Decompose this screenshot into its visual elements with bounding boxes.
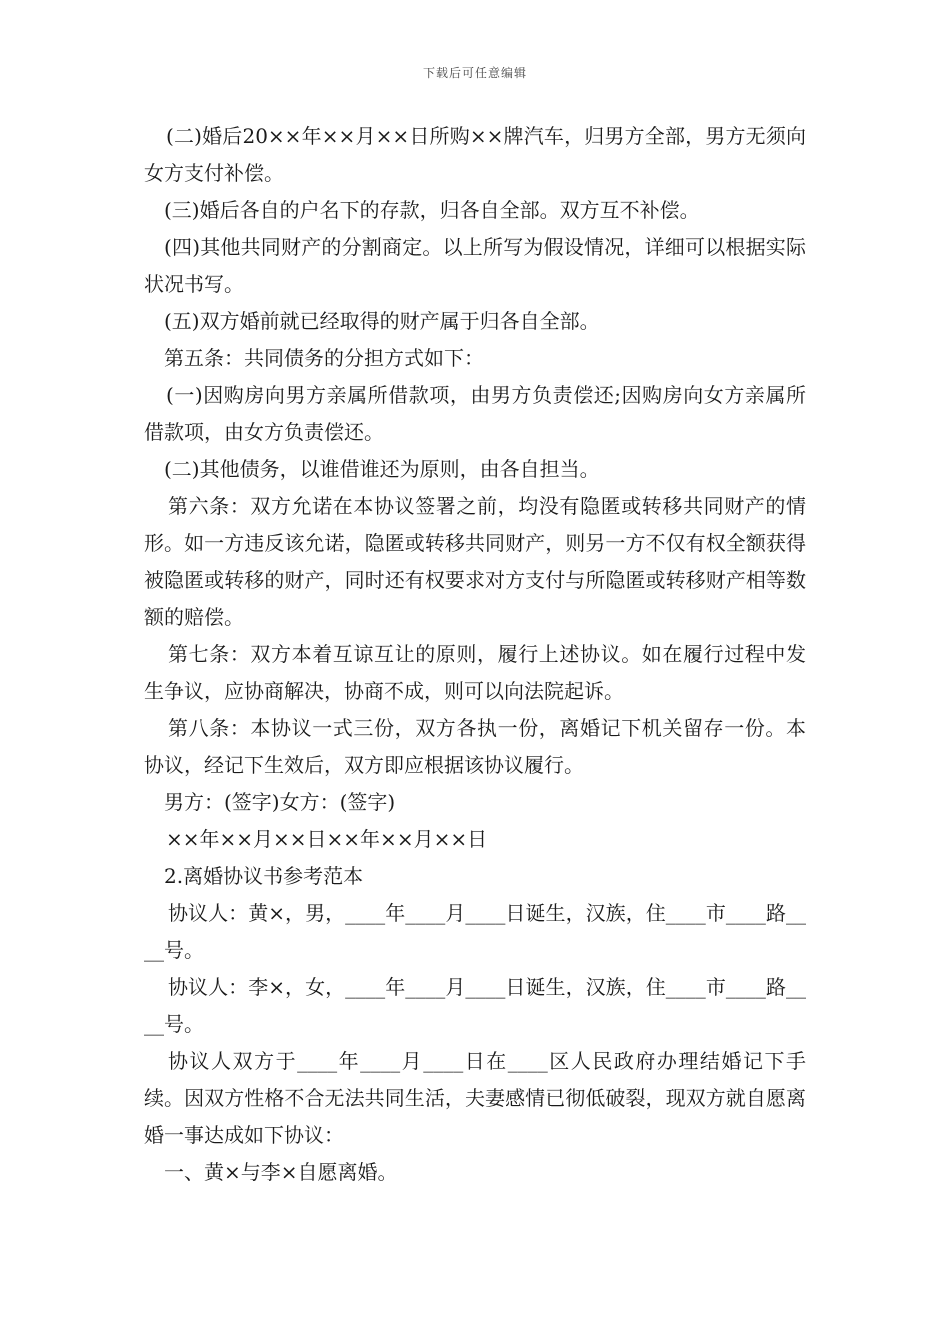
- date-line: ××年××月××日××年××月××日: [166, 827, 488, 851]
- paragraph-party-female: 协议人：李×，女，____年____月____日诞生，汉族，住____市____路____号。: [144, 975, 806, 1036]
- paragraph-clause-one: 一、黄×与李×自愿离婚。: [164, 1160, 398, 1184]
- page-header: 下载后可任意编辑: [422, 66, 527, 80]
- document-body: [144, 118, 806, 1191]
- paragraph-premarital-property: (五)双方婚前就已经取得的财产属于归各自全部。: [164, 309, 600, 333]
- paragraph-other-property: (四)其他共同财产的分割商定。以上所写为假设情况，详细可以根据实际状况书写。: [144, 235, 806, 296]
- paragraph-car-property: (二)婚后20××年××月××日所购××牌汽车，归男方全部，男方无须向女方支付补偿。: [144, 124, 806, 185]
- paragraph-debt-other: (二)其他债务，以谁借谁还为原则，由各自担当。: [164, 457, 600, 481]
- paragraph-article-six: 第六条：双方允诺在本协议签署之前，均没有隐匿或转移共同财产的情形。如一方违反该允诺，隐匿或转移共同财产，则另一方不仅有权全额获得被隐匿或转移的财产，同时还有权要求对方支付与所隐匿或转移财产相等数额的赔偿。: [144, 494, 806, 629]
- signature-line: 男方：(签字)女方：(签字): [164, 790, 396, 814]
- paragraph-deposits: (三)婚后各自的户名下的存款，归各自全部。双方互不补偿。: [164, 198, 700, 222]
- paragraph-marriage-registration: 协议人双方于____年____月____日在____区人民政府办理结婚记下手续。因双方性格不合无法共同生活，夫妻感情已彻低破裂，现双方就自愿离婚一事达成如下协议：: [144, 1049, 806, 1147]
- paragraph-article-five: 第五条：共同债务的分担方式如下：: [164, 346, 484, 370]
- paragraph-debt-housing: (一)因购房向男方亲属所借款项，由男方负责偿还;因购房向女方亲属所借款项，由女方负责偿还。: [144, 383, 806, 444]
- paragraph-article-eight: 第八条：本协议一式三份，双方各执一份，离婚记下机关留存一份。本协议，经记下生效后，双方即应根据该协议履行。: [144, 716, 806, 777]
- paragraph-party-male: 协议人：黄×，男，____年____月____日诞生，汉族，住____市____路____号。: [144, 901, 806, 962]
- section-title-sample: 2.离婚协议书参考范本: [164, 864, 364, 888]
- paragraph-article-seven: 第七条：双方本着互谅互让的原则，履行上述协议。如在履行过程中发生争议，应协商解决，协商不成，则可以向法院起诉。: [144, 642, 806, 703]
